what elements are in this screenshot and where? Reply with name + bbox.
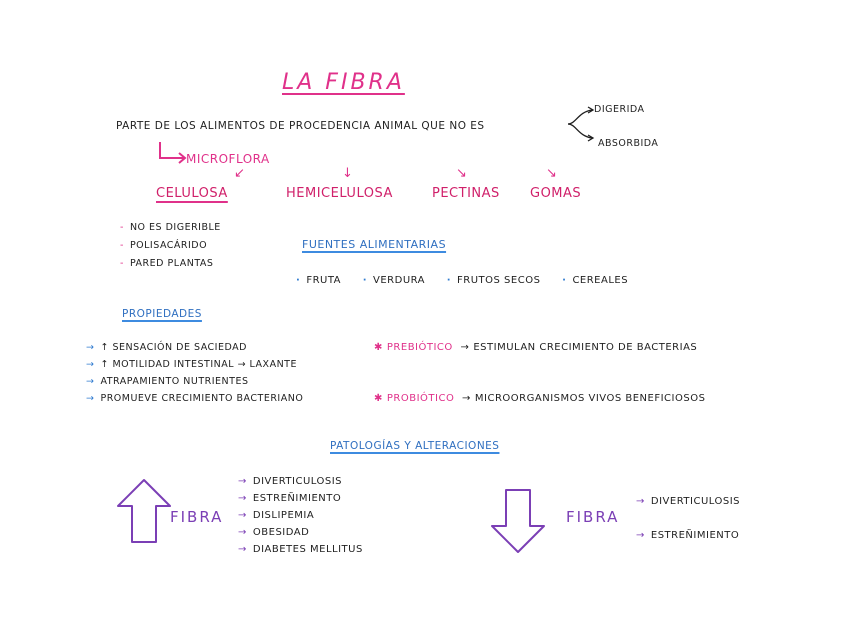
propiedad-1: → ↑ SENSACIÓN DE SACIEDAD (86, 342, 247, 353)
arrow-down-small-icon: ↘ (546, 166, 557, 181)
celulosa-prop-3: - PARED PLANTAS (120, 258, 214, 269)
fuentes-item: · FRUTA (296, 275, 342, 286)
fuentes-list (296, 275, 628, 286)
fibra-low-item: → ESTREÑIMIENTO (636, 530, 740, 541)
propiedad-4: → PROMUEVE CRECIMIENTO BACTERIANO (86, 393, 304, 404)
propiedades-heading: PROPIEDADES (122, 308, 202, 320)
fibra-high-item: → DIABETES MELLITUS (238, 544, 363, 555)
fibra-high-item: → DISLIPEMIA (238, 510, 315, 521)
arrow-down-small-icon: ↙ (234, 166, 245, 181)
microflora-label: MICROFLORA (186, 152, 270, 166)
arrow-down-small-icon: ↘ (456, 166, 467, 181)
title-text: LA FIBRA (282, 70, 405, 95)
celulosa-prop-2: - POLISACÁRIDO (120, 240, 208, 251)
prebiotico-row: ✱ PREBIÓTICO → ESTIMULAN CRECIMIENTO DE BACTERIAS (374, 342, 698, 353)
fibra-low-label: FIBRA (566, 508, 620, 526)
arrow-up-outline-icon (116, 478, 172, 544)
fibra-high-label: FIBRA (170, 508, 224, 526)
fuentes-heading: FUENTES ALIMENTARIAS (302, 238, 447, 251)
fibra-high-item: → DIVERTICULOSIS (238, 476, 343, 487)
propiedad-3: → ATRAPAMIENTO NUTRIENTES (86, 376, 249, 387)
arrow-down-outline-icon (490, 488, 546, 554)
fibra-low-item: → DIVERTICULOSIS (636, 496, 741, 507)
celulosa-prop-1: - NO ES DIGERIBLE (120, 222, 221, 233)
page-title (282, 70, 405, 95)
probiotico-row: ✱ PROBIÓTICO → MICROORGANISMOS VIVOS BENEFICIOSOS (374, 393, 706, 404)
fibra-high-item: → OBESIDAD (238, 527, 310, 538)
type-celulosa: CELULOSA (156, 186, 228, 201)
microflora-arrow-icon (156, 140, 190, 162)
fibra-high-item: → ESTREÑIMIENTO (238, 493, 342, 504)
fuentes-item: · FRUTOS SECOS (446, 275, 541, 286)
type-pectinas: PECTINAS (432, 186, 500, 201)
definition-text: PARTE DE LOS ALIMENTOS DE PROCEDENCIA ANIMAL QUE NO ES (116, 120, 485, 132)
celulosa-prop-text: PARED PLANTAS (129, 258, 214, 269)
arrow-down-small-icon: ↓ (342, 166, 353, 181)
celulosa-prop-text: POLISACÁRIDO (129, 240, 208, 251)
fuentes-item: · CEREALES (562, 275, 629, 286)
type-gomas: GOMAS (530, 186, 582, 201)
branch-absorbida: ABSORBIDA (598, 138, 659, 149)
type-hemicelulosa: HEMICELULOSA (286, 186, 393, 201)
definition-branch-icon (566, 104, 596, 144)
propiedad-2: → ↑ MOTILIDAD INTESTINAL → LAXANTE (86, 359, 297, 370)
celulosa-prop-text: NO ES DIGERIBLE (129, 222, 221, 233)
patologias-heading: PATOLOGÍAS Y ALTERACIONES (330, 440, 500, 452)
branch-digerida: DIGERIDA (594, 104, 645, 115)
fuentes-item: · VERDURA (362, 275, 426, 286)
